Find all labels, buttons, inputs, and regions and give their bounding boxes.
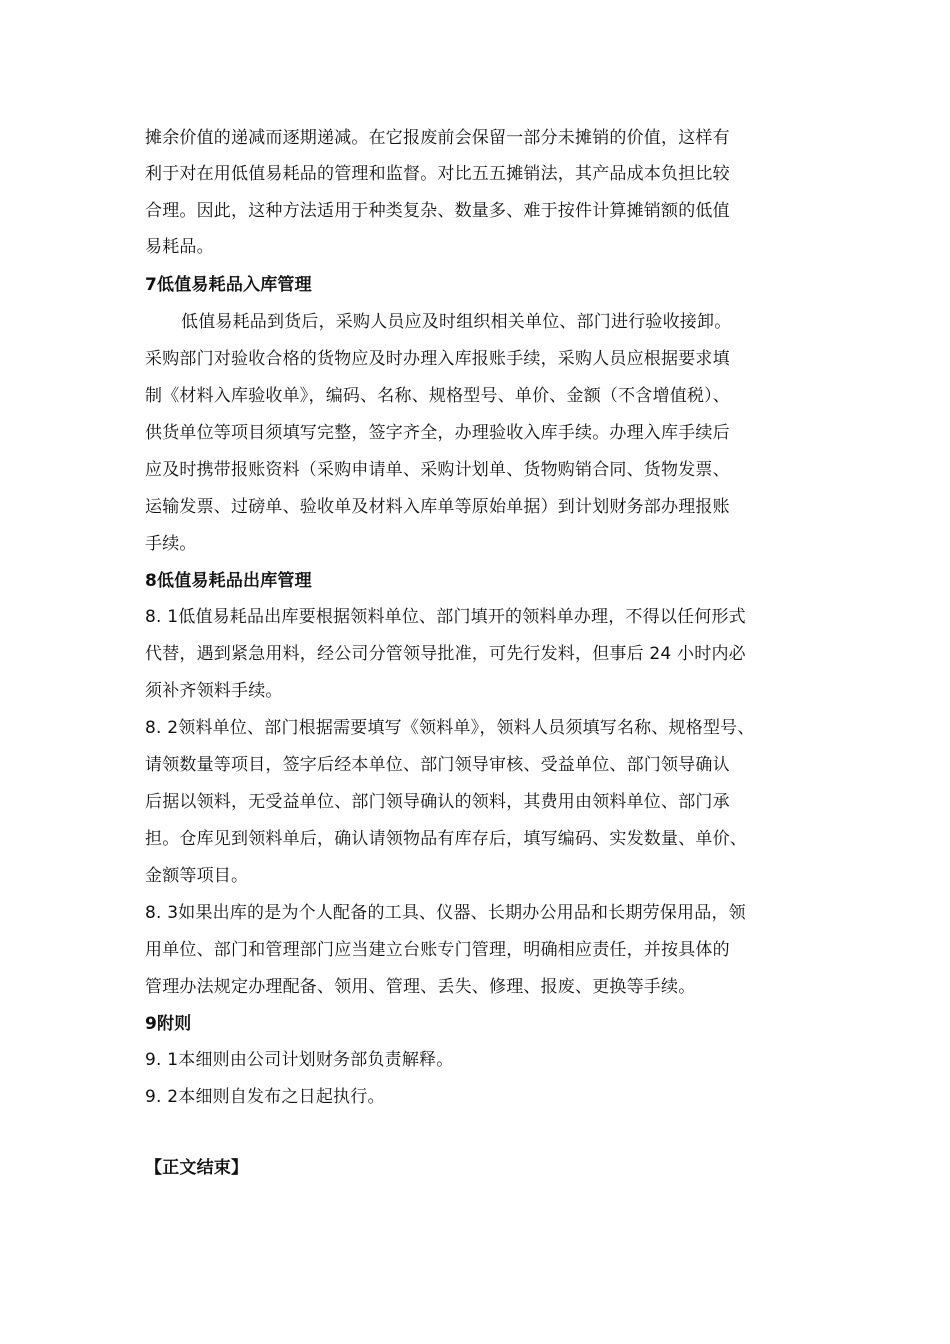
section-7-line-4: 供货单位等项目须填写完整，签字齐全，办理验收入库手续。办理入库手续后 [145,423,730,443]
end-of-text-mark: 【正文结束】 [145,1158,249,1178]
section-9-heading: 9附则 [145,1014,192,1034]
section-8-line-8: 金额等项目。 [145,866,249,886]
section-8-line-3: 须补齐领料手续。 [145,681,283,701]
section-7-line-6: 运输发票、过磅单、验收单及材料入库单等原始单据）到计划财务部办理报账 [145,497,730,517]
section-7-line-1: 低值易耗品到货后，采购人员应及时组织相关单位、部门进行验收接卸。 [181,312,732,332]
section-9-line-2: 9. 2本细则自发布之日起执行。 [145,1087,385,1107]
intro-line-4: 易耗品。 [145,237,214,257]
section-8-line-4: 8. 2领料单位、部门根据需要填写《领料单》，领料人员须填写名称、规格型号、 [145,718,755,738]
section-9-line-1: 9. 1本细则由公司计划财务部负责解释。 [145,1050,454,1070]
section-7-line-7: 手续。 [145,534,197,554]
section-8-line-6: 后据以领料，无受益单位、部门领导确认的领料，其费用由领料单位、部门承 [145,792,730,812]
section-8-line-5: 请领数量等项目，签字后经本单位、部门领导审核、受益单位、部门领导确认 [145,755,730,775]
intro-line-3: 合理。因此，这种方法适用于种类复杂、数量多、难于按件计算摊销额的低值 [145,201,730,221]
section-8-line-10: 用单位、部门和管理部门应当建立台账专门管理，明确相应责任，并按具体的 [145,940,730,960]
section-7-line-5: 应及时携带报账资料（采购申请单、采购计划单、货物购销合同、货物发票、 [145,460,730,480]
section-8-line-11: 管理办法规定办理配备、领用、管理、丢失、修理、报废、更换等手续。 [145,977,696,997]
section-8-line-9: 8. 3如果出库的是为个人配备的工具、仪器、长期办公用品和长期劳保用品，领 [145,903,746,923]
section-7-line-3: 制《材料入库验收单》，编码、名称、规格型号、单价、金额（不含增值税）、 [145,386,730,406]
section-8-line-1: 8. 1低值易耗品出库要根据领料单位、部门填开的领料单办理，不得以任何形式 [145,607,746,627]
section-8-line-7: 担。仓库见到领料单后，确认请领物品有库存后，填写编码、实发数量、单价、 [145,829,747,849]
intro-line-1: 摊余价值的递减而逐期递减。在它报废前会保留一部分未摊销的价值，这样有 [145,128,730,148]
section-7-line-2: 采购部门对验收合格的货物应及时办理入库报账手续，采购人员应根据要求填 [145,349,730,369]
intro-line-2: 利于对在用低值易耗品的管理和监督。对比五五摊销法，其产品成本负担比较 [145,164,730,184]
section-8-line-2: 代替，遇到紧急用料，经公司分管领导批准，可先行发料，但事后 24 小时内必 [145,644,746,664]
section-7-heading: 7低值易耗品入库管理 [145,275,312,295]
section-8-heading: 8低值易耗品出库管理 [145,571,312,591]
